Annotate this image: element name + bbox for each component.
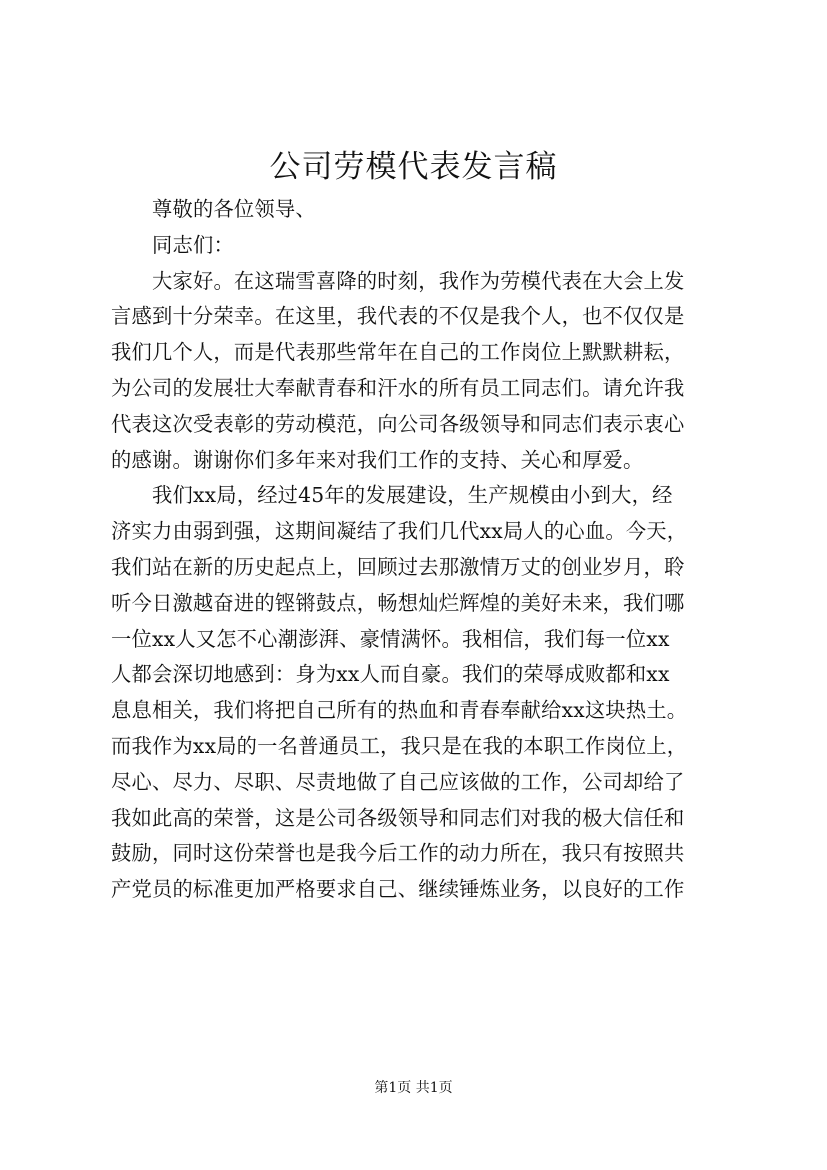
paragraph-line: 我如此高的荣誉，这是公司各级领导和同志们对我的极大信任和 [111,805,685,830]
paragraph-line: 我们站在新的历史起点上，回顾过去那激情万丈的创业岁月，聆 [111,554,685,579]
document-title: 公司劳模代表发言稿 [269,149,558,185]
paragraph-line: 鼓励，同时这份荣誉也是我今后工作的动力所在，我只有按照共 [111,841,685,866]
paragraph-line: 代表这次受表彰的劳动模范，向公司各级领导和同志们表示衷心 [111,411,685,436]
paragraph-line: 一位xx人又怎不心潮澎湃、豪情满怀。我相信，我们每一位xx [111,626,670,651]
paragraph-line: 我们xx局，经过45年的发展建设，生产规模由小到大，经 [152,483,673,508]
paragraph-line: 尽心、尽力、尽职、尽责地做了自己应该做的工作，公司却给了 [111,769,685,794]
paragraph-line: 人都会深切地感到：身为xx人而自豪。我们的荣辱成败都和xx [111,662,670,687]
paragraph-line: 息息相关，我们将把自己所有的热血和青春奉献给xx这块热土。 [111,698,688,723]
paragraph-line: 大家好。在这瑞雪喜降的时刻，我作为劳模代表在大会上发 [152,268,685,293]
salutation-line: 尊敬的各位领导、 [152,197,316,221]
document-body [111,192,723,908]
paragraph-line: 济实力由弱到强，这期间凝结了我们几代xx局人的心血。今天， [111,519,688,544]
paragraph-line: 产党员的标准更加严格要求自己、继续锤炼业务，以良好的工作 [111,877,685,902]
paragraph-line: 的感谢。谢谢你们多年来对我们工作的支持、关心和厚爱。 [111,447,644,472]
paragraph-line: 我们几个人，而是代表那些常年在自己的工作岗位上默默耕耘， [111,340,685,365]
page-footer: 第1页 共1页 [374,1080,453,1096]
paragraph-line: 而我作为xx局的一名普通员工，我只是在我的本职工作岗位上， [111,733,688,758]
paragraph-line: 听今日激越奋进的铿锵鼓点，畅想灿烂辉煌的美好未来，我们哪 [111,590,685,615]
paragraph-line: 为公司的发展壮大奉献青春和汗水的所有员工同志们。请允许我 [111,375,685,400]
paragraph-line: 言感到十分荣幸。在这里，我代表的不仅是我个人，也不仅仅是 [111,304,685,329]
salutation-line: 同志们： [152,232,234,257]
